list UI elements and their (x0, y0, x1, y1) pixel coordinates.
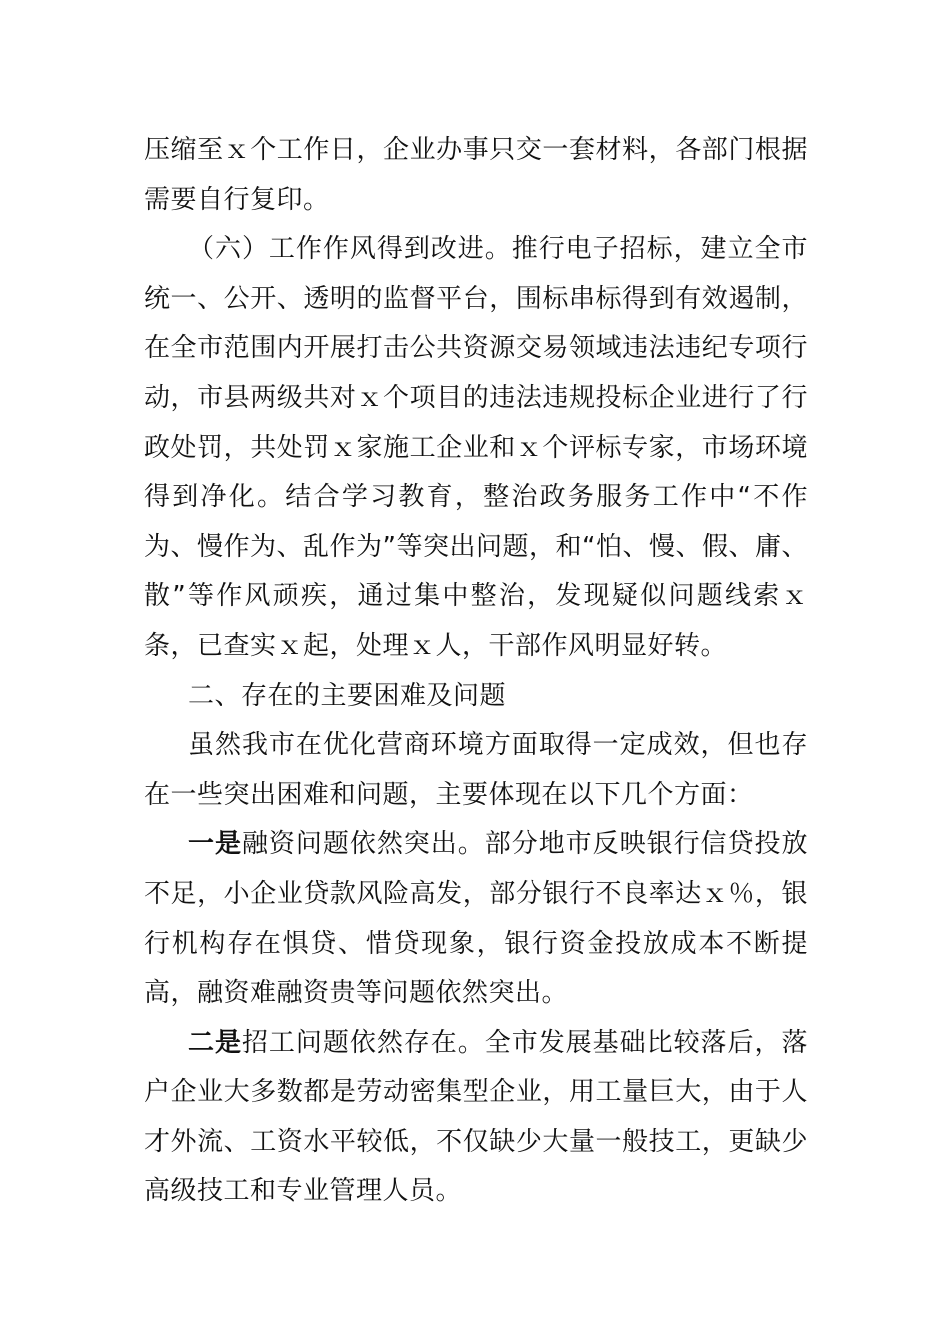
section-heading-problems (144, 672, 808, 722)
paragraph-lead: 一是 (188, 829, 242, 860)
paragraph-text: 虽然我市在优化营商环境方面取得一定成效，但也存在一些突出困难和问题，主要体现在以下几个方面： (144, 730, 808, 810)
paragraph-text: 压缩至ｘ个工作日，企业办事只交一套材料，各部门根据需要自行复印。 (144, 135, 808, 215)
paragraph-intro-problems (144, 721, 808, 820)
paragraph-financing (144, 820, 808, 1018)
paragraph-text: （六）工作作风得到改进。推行电子招标，建立全市统一、公开、透明的监督平台，围标串标得到有效遏制，在全市范围内开展打击公共资源交易领域违法违纪专项行动，市县两级共对ｘ个项目的违法违规投标企业进行了行政处罚，共处罚ｘ家施工企业和ｘ个评标专家，市场环境得到净化。结合学习教育，整治政务服务工作中“不作为、慢作为、乱作为”等突出问题，和“怕、慢、假、庸、散”等作风顽疾，通过集中整治，发现疑似问题线索ｘ条，已查实ｘ起，处理ｘ人，干部作风明显好转。 (144, 234, 808, 661)
paragraph-work-style (144, 225, 808, 671)
document-body (144, 126, 808, 1217)
paragraph-recruitment (144, 1019, 808, 1217)
paragraph-text: 融资问题依然突出。部分地市反映银行信贷投放不足，小企业贷款风险高发，部分银行不良率达ｘ％，银行机构存在惧贷、惜贷现象，银行资金投放成本不断提高，融资难融资贵等问题依然突出。 (144, 829, 808, 1009)
paragraph-lead: 二是 (188, 1027, 242, 1058)
heading-text: 二、存在的主要困难及问题 (188, 680, 507, 711)
paragraph-continuation (144, 126, 808, 225)
paragraph-text: 招工问题依然存在。全市发展基础比较落后，落户企业大多数都是劳动密集型企业，用工量巨大，由于人才外流、工资水平较低，不仅缺少大量一般技工，更缺少高级技工和专业管理人员。 (144, 1027, 808, 1207)
